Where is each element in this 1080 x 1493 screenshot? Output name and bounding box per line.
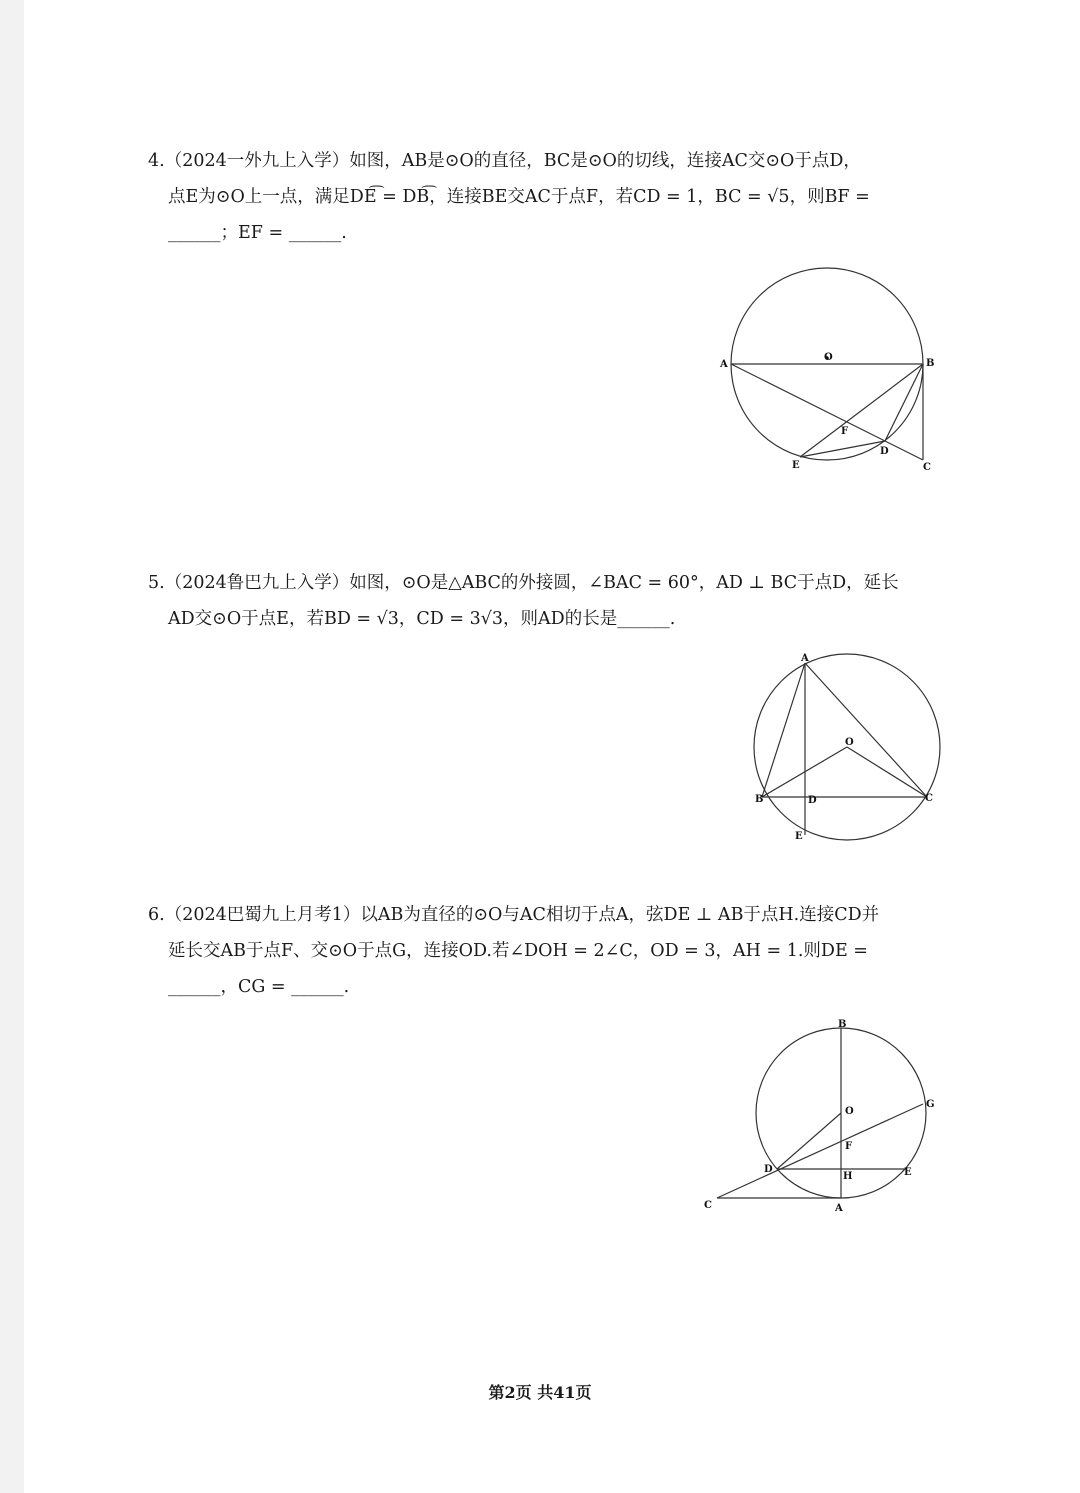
label-g: G <box>926 1099 935 1110</box>
label-b: B <box>926 358 935 369</box>
line-db <box>885 364 923 441</box>
problem-5-line-1: 5.（2024鲁巴九上入学）如图，⊙O是△ABC的外接圆，∠BAC = 60°，AD ⊥ BC于点D，延长 <box>148 573 899 593</box>
label-f: F <box>841 426 849 437</box>
problem-4-line-3: ______；EF = ______. <box>168 223 347 243</box>
label-b: B <box>838 1019 847 1030</box>
label-d: D <box>764 1164 773 1175</box>
label-c: C <box>704 1200 712 1211</box>
problem-6 <box>148 897 963 1005</box>
problem-4-line-2: 点E为⊙O上一点，满足DE͡ = DB͡，连接BE交AC于点F，若CD = 1，BC = √5，则BF = <box>168 187 870 207</box>
problem-6-line-2: 延长交AB于点F、交⊙O于点G，连接OD.若∠DOH = 2∠C，OD = 3，AH = 1.则DE = <box>168 941 868 961</box>
problem-5 <box>148 565 963 637</box>
line-ac <box>731 364 923 460</box>
problem-5-line-2: AD交⊙O于点E，若BD = √3，CD = 3√3，则AD的长是______. <box>168 609 676 629</box>
label-o: O <box>845 1106 854 1117</box>
problem-4-figure <box>710 260 950 480</box>
label-h: H <box>843 1171 853 1182</box>
label-b: B <box>755 794 764 805</box>
page-footer: 第2页 共41页 <box>488 1383 592 1402</box>
label-a: A <box>720 359 728 370</box>
line-oc <box>847 747 927 797</box>
problem-5-figure <box>745 645 955 850</box>
label-e: E <box>795 831 803 842</box>
label-d: D <box>880 446 889 457</box>
label-a: A <box>801 653 809 664</box>
line-ab <box>762 663 805 797</box>
label-c: C <box>923 462 931 473</box>
label-d: D <box>808 795 817 806</box>
problem-6-line-3: ______，CG = ______. <box>168 977 350 997</box>
line-ac <box>805 663 927 797</box>
label-o: O <box>824 352 833 363</box>
problem-4 <box>148 143 963 251</box>
label-e: E <box>904 1167 912 1178</box>
problem-6-line-1: 6.（2024巴蜀九上月考1）以AB为直径的⊙O与AC相切于点A，弦DE ⊥ AB于点H.连接CD并 <box>148 905 880 925</box>
line-od <box>777 1113 841 1169</box>
problem-6-figure <box>695 1015 945 1220</box>
label-o: O <box>845 737 854 748</box>
label-a: A <box>835 1203 843 1214</box>
label-f: F <box>845 1141 853 1152</box>
line-cg <box>717 1104 923 1198</box>
problem-4-line-1: 4.（2024一外九上入学）如图，AB是⊙O的直径，BC是⊙O的切线，连接AC交⊙O于点D， <box>148 151 861 171</box>
label-c: C <box>925 793 933 804</box>
line-be <box>800 364 923 457</box>
label-e: E <box>792 460 800 471</box>
